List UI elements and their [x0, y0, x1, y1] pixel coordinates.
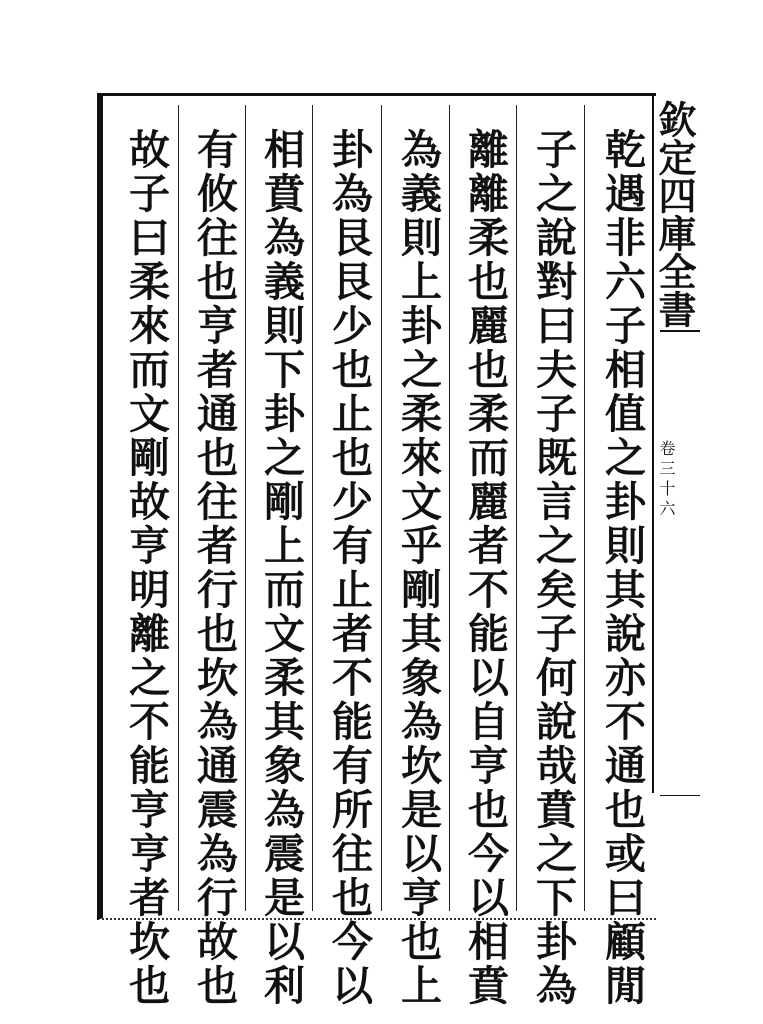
book-title: 欽定四庫全書 [652, 100, 697, 328]
edge-divider [660, 795, 700, 796]
text-column-1: 乾遇非六子相值之卦則其說亦不通也或曰顧閒 [598, 128, 646, 1008]
column-rule [449, 105, 450, 911]
text-column-2: 子之說對曰夫子既言之矣子何說哉賁之下卦為 [529, 128, 577, 1008]
column-rule [312, 105, 313, 911]
column-rule [178, 105, 179, 911]
column-rule [381, 105, 382, 911]
column-rule [516, 105, 517, 911]
column-rule [245, 105, 246, 911]
text-column-8: 故子曰柔來而文剛故亨明離之不能亨亨者坎也 [122, 128, 170, 1008]
text-column-3: 離離柔也麗也柔而麗者不能以自亨也今以相賁 [461, 128, 509, 1008]
text-column-6: 相賁為義則下卦之剛上而文柔其象為震是以利 [257, 128, 305, 1008]
edge-divider [660, 330, 700, 332]
text-column-5: 卦為艮艮少也止也少有止者不能有所往也今以 [325, 128, 373, 1008]
volume-label: 卷三十六 [657, 440, 676, 520]
text-column-4: 為義則上卦之柔來文乎剛其象為坎是以亨也上 [394, 128, 442, 1008]
text-column-7: 有攸往也亨者通也往者行也坎為通震為行故也 [190, 128, 238, 1008]
column-rule [584, 105, 585, 911]
